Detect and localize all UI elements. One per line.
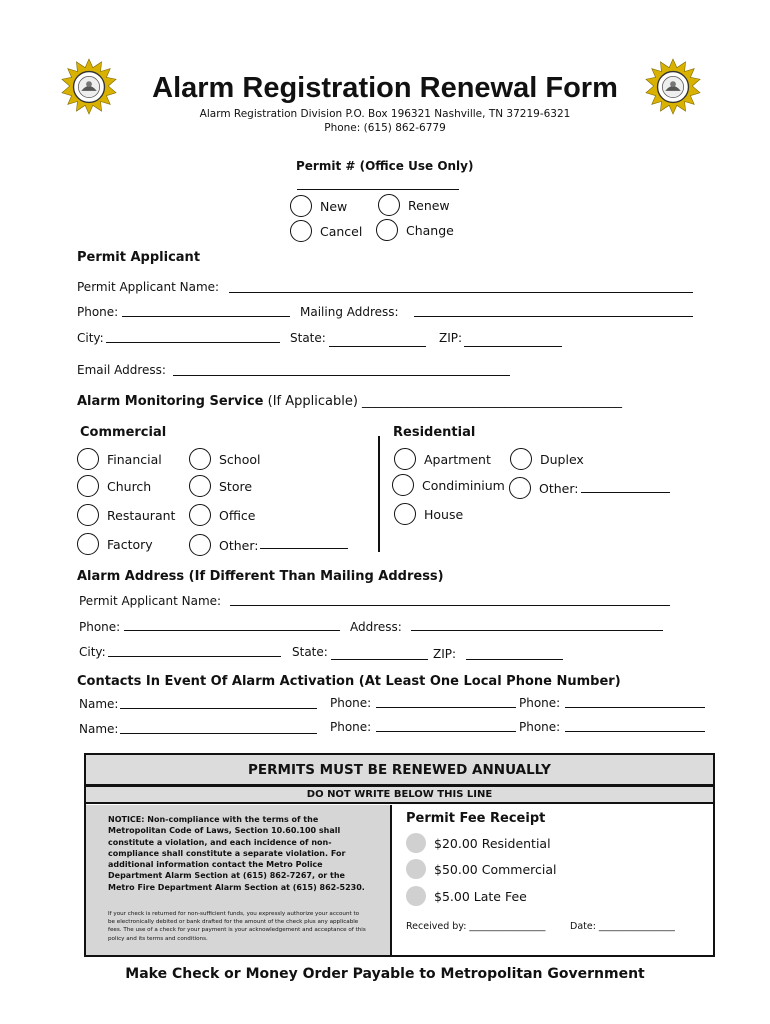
- commercial-store-radio[interactable]: Store: [189, 475, 252, 497]
- permit-number-field[interactable]: [297, 189, 459, 190]
- contact1-phone1-field[interactable]: [376, 707, 516, 708]
- contact2-name-label: Name:: [79, 722, 119, 736]
- radio-circle[interactable]: [290, 220, 312, 242]
- residential-duplex-radio[interactable]: Duplex: [510, 448, 584, 470]
- fee-late[interactable]: $5.00 Late Fee: [406, 886, 527, 906]
- radio-circle[interactable]: [394, 503, 416, 525]
- monitoring-service-line[interactable]: [77, 394, 622, 409]
- contact1-phone2-label: Phone:: [519, 696, 561, 710]
- column-divider: [378, 436, 380, 552]
- notice-text: NOTICE: Non-compliance with the terms of the Metropolitan Code of Laws, Section 10.60.100 shall constitute a violation, and each incidence of non-compliance shall constitute a separate violation. For additional information contact the Metro Police Department Alarm Section at (615) 862-7267, or the Metro Fire Department Alarm Section at (615) 862-5230.: [108, 815, 365, 892]
- radio-circle[interactable]: [376, 219, 398, 241]
- contact1-phone1-label: Phone:: [330, 696, 372, 710]
- residential-house-radio[interactable]: House: [394, 503, 463, 525]
- commercial-financial-radio[interactable]: Financial: [77, 448, 162, 470]
- contact2-phone2-label: Phone:: [519, 720, 561, 734]
- contact2-phone1-field[interactable]: [376, 731, 516, 732]
- commercial-other-field[interactable]: [260, 548, 348, 549]
- do-not-write-banner: DO NOT WRITE BELOW THIS LINE: [84, 785, 715, 804]
- contact2-phone1-label: Phone:: [330, 720, 372, 734]
- receipt-heading: Permit Fee Receipt: [406, 811, 546, 826]
- alarm-state-label: State:: [292, 645, 328, 659]
- radio-circle[interactable]: [290, 195, 312, 217]
- applicant-state-label: State:: [290, 331, 326, 345]
- fee-checkbox[interactable]: [406, 833, 426, 853]
- fee-residential[interactable]: $20.00 Residential: [406, 833, 551, 853]
- radio-circle[interactable]: [510, 448, 532, 470]
- alarm-city-label: City:: [79, 645, 106, 659]
- check-policy-text: If your check is returned for non-sufficient funds, you expressly authorize your account to be electronically debited or bank drafted for the amount of the check plus any applicable fees. The use of a check for your payment is your acknowledgement and acceptance of this policy and its terms and conditions.: [108, 911, 366, 942]
- alarm-zip-field[interactable]: [466, 659, 563, 660]
- radio-circle[interactable]: [77, 448, 99, 470]
- permit-renew-radio[interactable]: Renew: [378, 194, 450, 216]
- commercial-office-radio[interactable]: Office: [189, 504, 256, 526]
- alarm-phone-field[interactable]: [124, 630, 340, 631]
- applicant-state-field[interactable]: [329, 346, 426, 347]
- alarm-address-field[interactable]: [411, 630, 663, 631]
- alarm-address-label: Address:: [350, 620, 402, 634]
- received-by-field[interactable]: Received by: ________________: [406, 921, 546, 932]
- radio-circle[interactable]: [392, 474, 414, 496]
- applicant-zip-label: ZIP:: [439, 331, 463, 345]
- alarm-name-label: Permit Applicant Name:: [79, 594, 222, 608]
- commercial-heading: Commercial: [80, 425, 167, 440]
- renewal-banner: PERMITS MUST BE RENEWED ANNUALLY: [84, 753, 715, 786]
- contacts-heading: Contacts In Event Of Alarm Activation (At Least One Local Phone Number): [77, 674, 621, 689]
- radio-circle[interactable]: [77, 475, 99, 497]
- residential-apartment-radio[interactable]: Apartment: [394, 448, 491, 470]
- email-label: Email Address:: [77, 363, 166, 377]
- mailing-address-label: Mailing Address:: [300, 305, 399, 319]
- alarm-name-field[interactable]: [230, 605, 670, 606]
- alarm-city-field[interactable]: [108, 656, 281, 657]
- email-field[interactable]: [173, 375, 510, 376]
- monitoring-label: Alarm Monitoring Service: [77, 394, 264, 409]
- page-title: Alarm Registration Renewal Form: [152, 72, 618, 104]
- radio-circle[interactable]: [509, 477, 531, 499]
- radio-circle[interactable]: [189, 475, 211, 497]
- radio-circle[interactable]: [394, 448, 416, 470]
- division-phone: Phone: (615) 862-6779: [324, 122, 446, 134]
- commercial-church-radio[interactable]: Church: [77, 475, 151, 497]
- fee-checkbox[interactable]: [406, 886, 426, 906]
- applicant-zip-field[interactable]: [464, 346, 562, 347]
- contact1-name-label: Name:: [79, 697, 119, 711]
- radio-circle[interactable]: [77, 504, 99, 526]
- fee-checkbox[interactable]: [406, 859, 426, 879]
- contact1-name-field[interactable]: [120, 708, 317, 709]
- alarm-phone-label: Phone:: [79, 620, 121, 634]
- applicant-city-label: City:: [77, 331, 104, 345]
- radio-circle[interactable]: [77, 533, 99, 555]
- radio-circle[interactable]: [189, 504, 211, 526]
- radio-circle[interactable]: [378, 194, 400, 216]
- permit-change-radio[interactable]: Change: [376, 219, 454, 241]
- applicant-heading: Permit Applicant: [77, 250, 201, 265]
- fee-commercial[interactable]: $50.00 Commercial: [406, 859, 556, 879]
- permit-number-label: Permit # (Office Use Only): [296, 159, 474, 173]
- receipt-date-field[interactable]: Date: ________________: [570, 921, 675, 932]
- monitoring-field[interactable]: (If Applicable) ________________________________________: [263, 394, 623, 409]
- contact2-name-field[interactable]: [120, 733, 317, 734]
- applicant-phone-field[interactable]: [122, 316, 290, 317]
- commercial-other-radio[interactable]: Other:: [189, 534, 258, 556]
- residential-heading: Residential: [393, 425, 476, 440]
- mailing-address-field[interactable]: [414, 316, 693, 317]
- commercial-school-radio[interactable]: School: [189, 448, 261, 470]
- alarm-address-heading: Alarm Address (If Different Than Mailing Address): [77, 569, 444, 584]
- contact1-phone2-field[interactable]: [565, 707, 705, 708]
- applicant-name-field[interactable]: [229, 292, 693, 293]
- commercial-factory-radio[interactable]: Factory: [77, 533, 153, 555]
- residential-other-field[interactable]: [581, 492, 670, 493]
- radio-circle[interactable]: [189, 534, 211, 556]
- applicant-city-field[interactable]: [106, 342, 280, 343]
- contact2-phone2-field[interactable]: [565, 731, 705, 732]
- permit-new-radio[interactable]: New: [290, 195, 347, 217]
- division-address: Alarm Registration Division P.O. Box 196321 Nashville, TN 37219-6321: [199, 108, 571, 120]
- residential-other-radio[interactable]: Other:: [509, 477, 578, 499]
- alarm-zip-label: ZIP:: [433, 647, 457, 661]
- residential-condominium-radio[interactable]: Condiminium: [392, 474, 505, 496]
- applicant-phone-label: Phone:: [77, 305, 119, 319]
- payment-note: Make Check or Money Order Payable to Metropolitan Government: [125, 966, 645, 982]
- permit-cancel-radio[interactable]: Cancel: [290, 220, 362, 242]
- alarm-state-field[interactable]: [331, 659, 428, 660]
- commercial-restaurant-radio[interactable]: Restaurant: [77, 504, 175, 526]
- applicant-name-label: Permit Applicant Name:: [77, 280, 220, 294]
- radio-circle[interactable]: [189, 448, 211, 470]
